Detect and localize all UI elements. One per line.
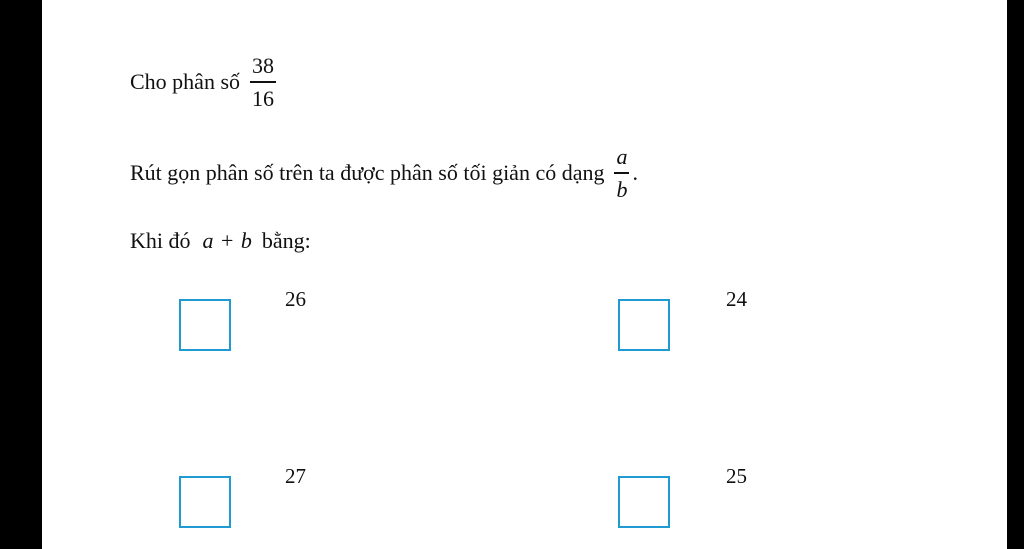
fraction-38-16 — [250, 55, 276, 110]
fraction-denominator-b: b — [616, 176, 628, 202]
fraction-numerator-a: a — [616, 144, 628, 169]
expression-a-plus-b — [203, 228, 252, 254]
option-3-checkbox[interactable] — [179, 476, 231, 528]
option-1-checkbox[interactable] — [179, 299, 231, 351]
question-line-2 — [130, 146, 638, 201]
option-2-checkbox[interactable] — [618, 299, 670, 351]
fraction-numerator: 38 — [252, 53, 274, 78]
option-4-checkbox[interactable] — [618, 476, 670, 528]
question-intro-text: Cho phân số — [130, 69, 240, 95]
question-sheet — [42, 0, 1007, 549]
plus-operator: + — [221, 228, 234, 253]
question-suffix-text: bằng: — [261, 228, 311, 253]
sentence-period: . — [632, 160, 638, 186]
option-1-label: 26 — [285, 287, 306, 311]
fraction-a-b — [614, 146, 629, 201]
option-2-label: 24 — [726, 287, 747, 311]
option-4-label: 25 — [726, 464, 747, 488]
option-3-label: 27 — [285, 464, 306, 488]
question-line-1 — [130, 55, 276, 110]
var-a: a — [202, 228, 214, 253]
question-line-3 — [130, 228, 311, 254]
fraction-denominator: 16 — [252, 85, 274, 111]
var-b: b — [240, 228, 252, 253]
question-reduce-text: Rút gọn phân số trên ta được phân số tối giản có dạng — [130, 160, 605, 186]
question-prefix-text: Khi đó — [130, 228, 191, 253]
